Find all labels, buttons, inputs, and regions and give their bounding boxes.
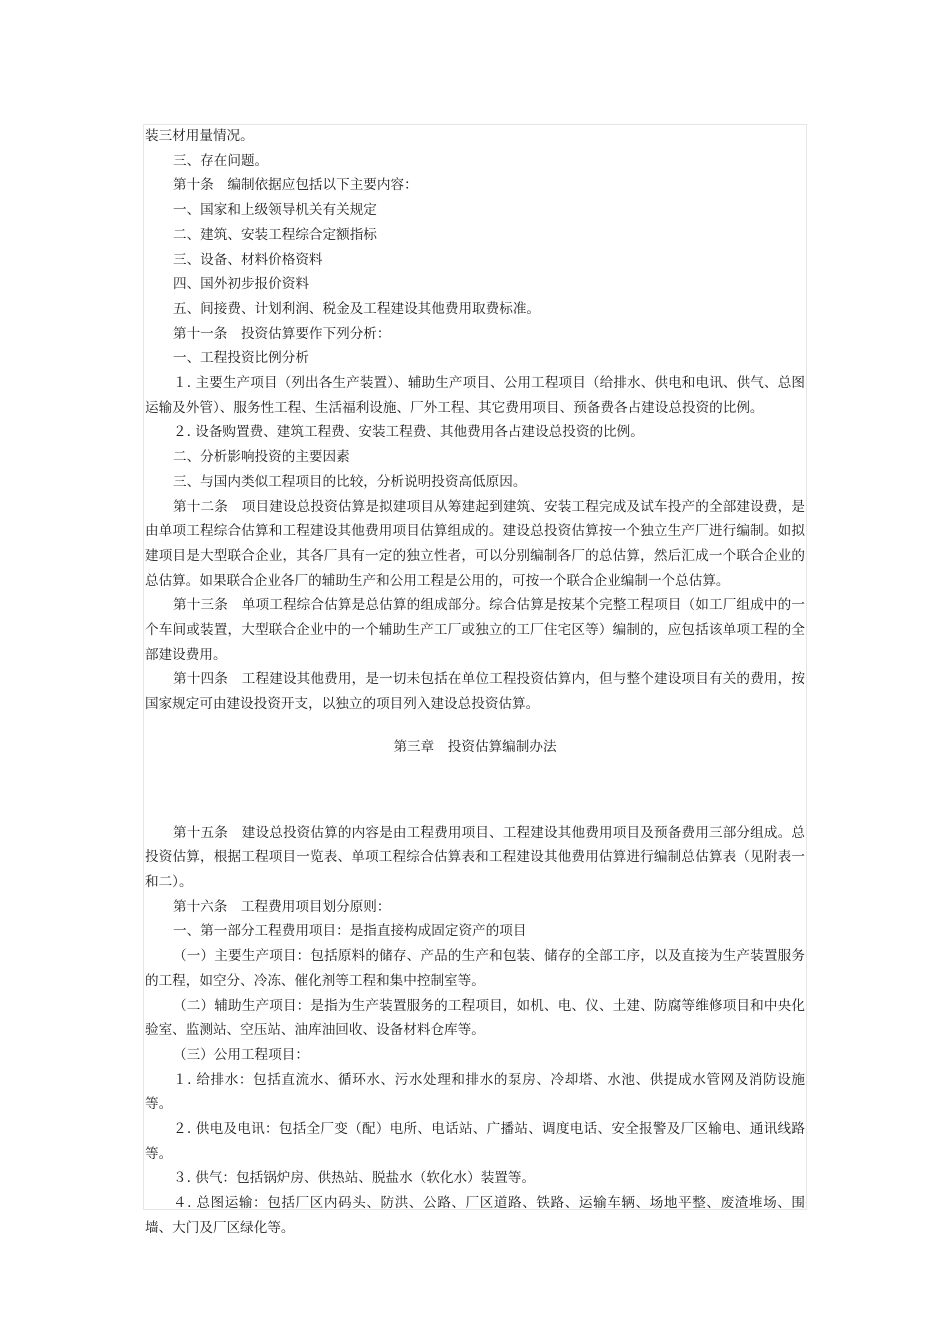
list-item: 一、工程投资比例分析 xyxy=(173,350,309,367)
article-12-paragraph: 第十二条 项目建设总投资估算是拟建项目从筹建起到建筑、安装工程完成及试车投产的全部建设费，是由单项工程综合估算和工程建设其他费用项目估算组成的。建设总投资估算按一个独立生产厂进行编制。如拟建项目是大型联合企业，其各厂具有一定的独立性者，可以分别编制各厂的总估算，然后汇成一个联合企业的总估算。如果联合企业各厂的辅助生产和公用工程是公用的，可按一个联合企业编制一个总估算。 xyxy=(145,498,805,589)
list-item: （三）公用工程项目： xyxy=(173,1046,309,1063)
document-body xyxy=(145,124,805,1241)
chapter-heading: 第三章 投资估算编制办法 xyxy=(393,738,557,755)
list-item: ２. 设备购置费、建筑工程费、安装工程费、其他费用各占建设总投资的比例。 xyxy=(173,424,644,441)
list-item: 一、国家和上级领导机关有关规定 xyxy=(173,202,377,219)
list-item: ４. 总图运输：包括厂区内码头、防洪、公路、厂区道路、铁路、运输车辆、场地平整、废渣堆场、围墙、大门及厂区绿化等。 xyxy=(145,1195,805,1236)
list-item: ３. 供气：包括锅炉房、供热站、脱盐水（软化水）装置等。 xyxy=(173,1170,536,1187)
list-item: ２. 供电及电讯：包括全厂变（配）电所、电话站、广播站、调度电话、安全报警及厂区输电、通讯线路等。 xyxy=(145,1121,805,1162)
list-item: １. 主要生产项目（列出各生产装置）、辅助生产项目、公用工程项目（给排水、供电和电讯、供气、总图运输及外管）、服务性工程、生活福利设施、厂外工程、其它费用项目、预备费各占建设总投资的比例。 xyxy=(145,375,805,416)
list-item: 一、第一部分工程费用项目：是指直接构成固定资产的项目 xyxy=(173,923,527,940)
article-16-heading: 第十六条 工程费用项目划分原则： xyxy=(173,898,391,915)
list-item: （一）主要生产项目：包括原料的储存、产品的生产和包装、储存的全部工序，以及直接为生产装置服务的工程，如空分、冷冻、催化剂等工程和集中控制室等。 xyxy=(145,948,805,989)
article-10-heading: 第十条 编制依据应包括以下主要内容： xyxy=(173,177,418,194)
list-item: 五、间接费、计划利润、税金及工程建设其他费用取费标准。 xyxy=(173,300,541,317)
list-item: 二、建筑、安装工程综合定额指标 xyxy=(173,226,377,243)
list-item: 二、分析影响投资的主要因素 xyxy=(173,449,350,466)
list-item: 三、设备、材料价格资料 xyxy=(173,251,323,268)
list-item: 三、与国内类似工程项目的比较，分析说明投资高低原因。 xyxy=(173,473,527,490)
paragraph: 三、存在问题。 xyxy=(173,152,269,169)
article-11-heading: 第十一条 投资估算要作下列分析： xyxy=(173,325,391,342)
article-14-paragraph: 第十四条 工程建设其他费用，是一切未包括在单位工程投资估算内，但与整个建设项目有关的费用，按国家规定可由建设投资开支，以独立的项目列入建设总投资估算。 xyxy=(145,671,805,713)
article-13-paragraph: 第十三条 单项工程综合估算是总估算的组成部分。综合估算是按某个完整工程项目（如工厂组成中的一个车间或装置，大型联合企业中的一个辅助生产工厂或独立的工厂住宅区等）编制的，应包括该单项工程的全部建设费用。 xyxy=(145,597,805,663)
list-item: （二）辅助生产项目：是指为生产装置服务的工程项目，如机、电、仪、土建、防腐等维修项目和中央化验室、监测站、空压站、油库油回收、设备材料仓库等。 xyxy=(145,997,805,1039)
paragraph: 装三材用量情况。 xyxy=(145,128,254,144)
list-item: １. 给排水：包括直流水、循环水、污水处理和排水的泵房、冷却塔、水池、供提成水管网及消防设施等。 xyxy=(145,1071,805,1113)
list-item: 四、国外初步报价资料 xyxy=(173,276,309,293)
article-15-paragraph: 第十五条 建设总投资估算的内容是由工程费用项目、工程建设其他费用项目及预备费用三部分组成。总投资估算，根据工程项目一览表、单项工程综合估算表和工程建设其他费用估算进行编制总估算表（见附表一和二）。 xyxy=(145,824,805,890)
